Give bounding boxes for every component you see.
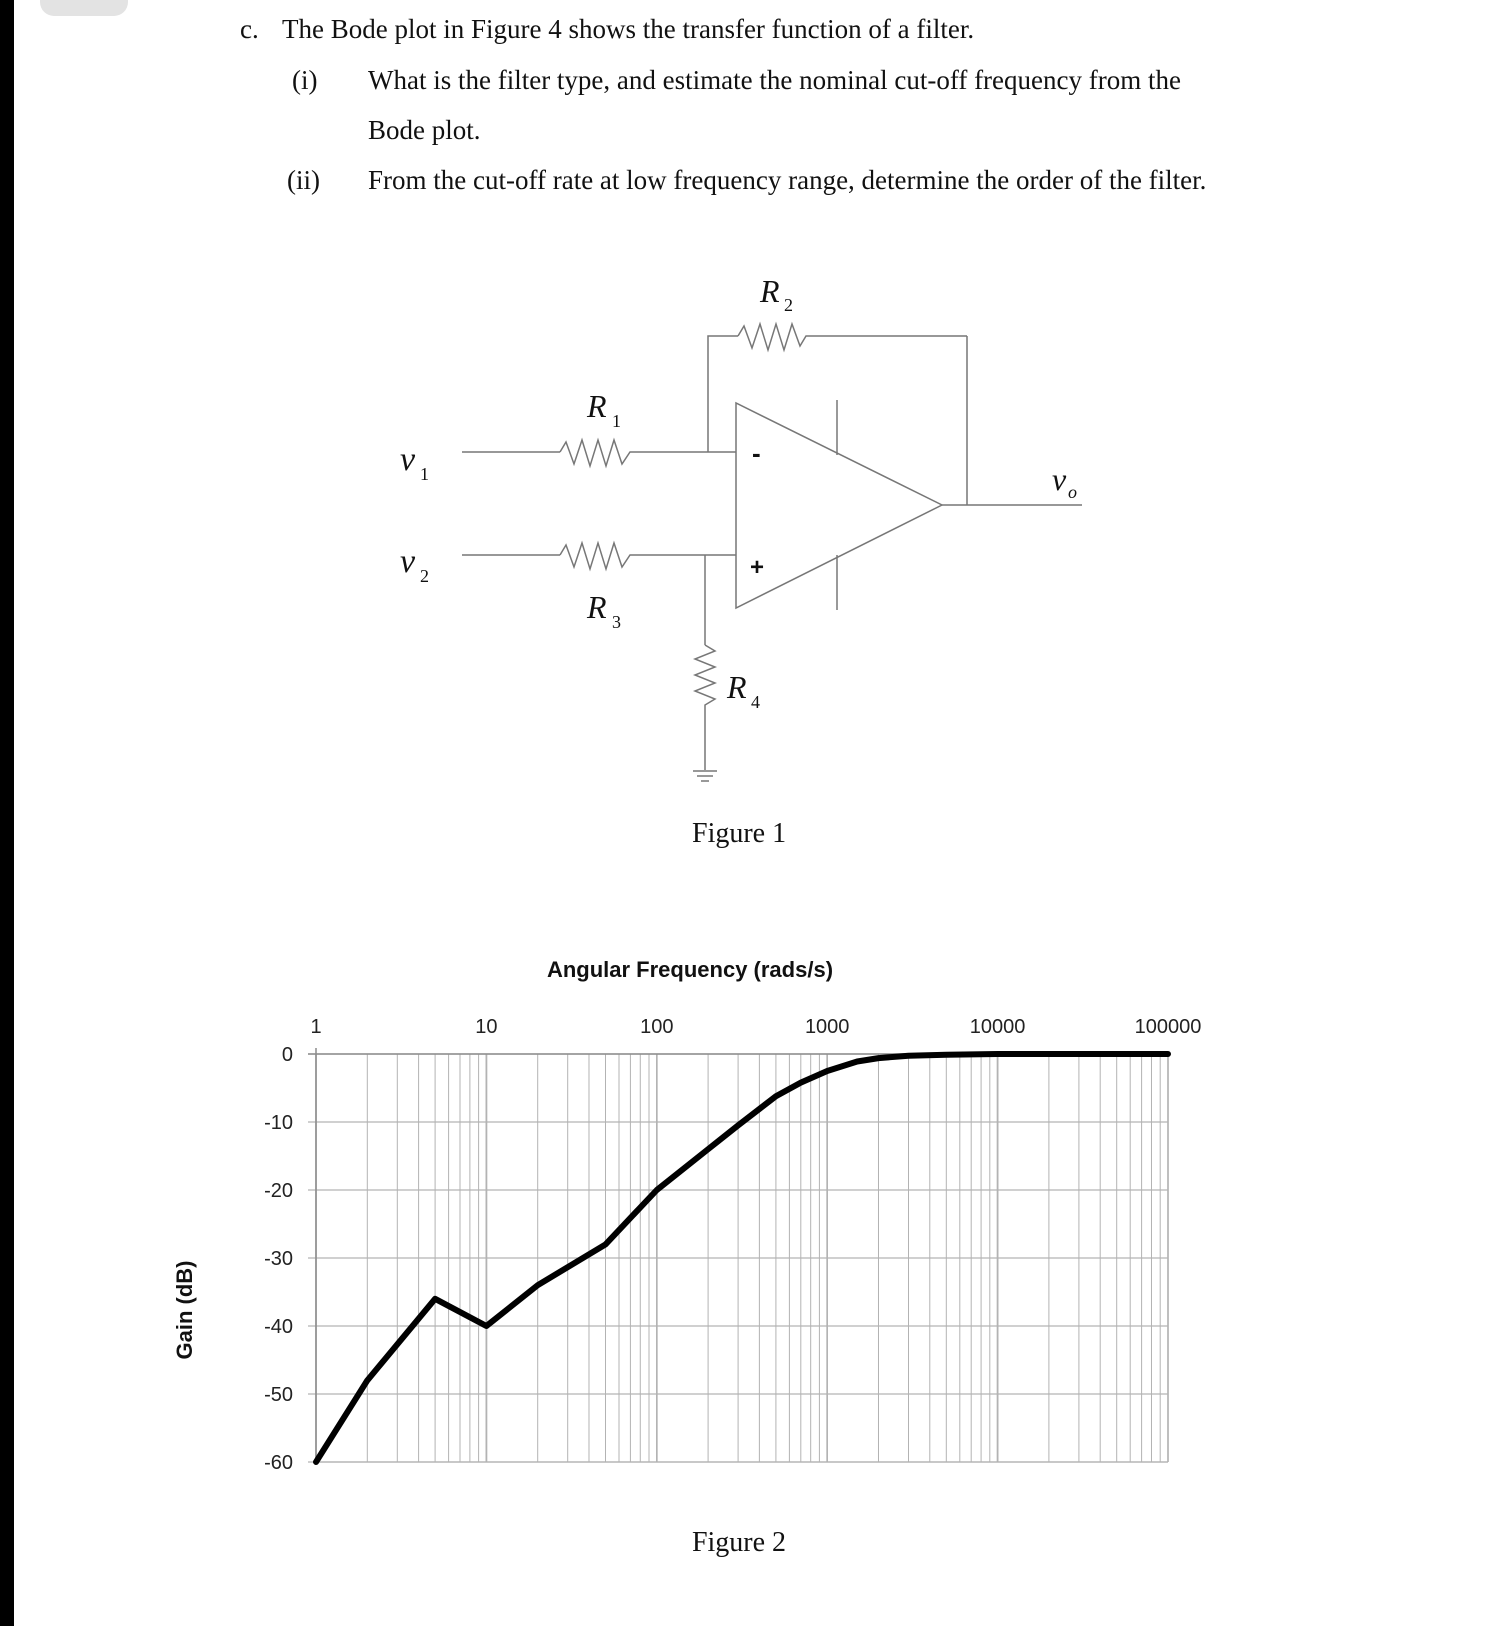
v2-subscript: 2 <box>420 566 429 586</box>
r2-resistor <box>738 324 967 350</box>
v1-subscript: 1 <box>420 464 429 484</box>
bode-grid <box>308 1054 1168 1462</box>
r4-resistor <box>695 645 715 770</box>
x-tick-label: 10000 <box>969 1016 1026 1038</box>
op-amp-triangle <box>736 403 942 608</box>
figure2-caption: Figure 2 <box>691 1527 787 1558</box>
v1-label: v <box>400 441 416 478</box>
v2-label: v <box>400 543 416 580</box>
question-text: The Bode plot in Figure 4 shows the transfer function of a filter. <box>282 14 975 44</box>
r2-label: R <box>760 273 780 309</box>
part-i-text-line2: Bode plot. <box>368 115 481 145</box>
y-tick-label: -60 <box>264 1452 293 1474</box>
feedback-wire-left <box>708 336 738 452</box>
opamp-minus-label: - <box>752 438 761 468</box>
x-tick-label: 100 <box>640 1016 674 1038</box>
figure1-caption: Figure 1 <box>692 818 787 849</box>
x-tick-label: 1000 <box>804 1016 850 1038</box>
x-tick-label: 10 <box>475 1016 498 1038</box>
y-tick-label: -30 <box>264 1248 293 1270</box>
r3-resistor <box>560 543 736 569</box>
y-tick-labels <box>264 1044 293 1474</box>
y-axis-title: Gain (dB) <box>172 1260 197 1360</box>
r1-resistor <box>560 440 736 466</box>
y-tick-label: -40 <box>264 1316 293 1338</box>
y-tick-label: -20 <box>264 1180 293 1202</box>
ground-symbol <box>693 771 717 781</box>
part-i-label: (i) <box>292 65 318 95</box>
r3-subscript: 3 <box>612 612 621 632</box>
r1-subscript: 1 <box>612 411 621 431</box>
opamp-plus-label: + <box>750 554 765 581</box>
part-ii-label: (ii) <box>287 165 320 195</box>
r2-subscript: 2 <box>784 295 793 315</box>
question-label: c. <box>240 14 259 44</box>
x-tick-label: 100000 <box>1134 1016 1202 1038</box>
part-ii-text: From the cut-off rate at low frequency range, determine the order of the filter. <box>368 165 1207 195</box>
r3-label: R <box>587 589 607 625</box>
y-tick-label: 0 <box>281 1044 293 1066</box>
part-i-text-line1: What is the filter type, and estimate the nominal cut-off frequency from the <box>368 65 1181 95</box>
r1-label: R <box>587 388 607 424</box>
y-tick-label: -50 <box>264 1384 293 1406</box>
bode-plot <box>0 880 1509 1626</box>
r4-subscript: 4 <box>751 692 760 712</box>
vo-label: v <box>1052 461 1067 497</box>
vo-subscript: o <box>1068 482 1077 502</box>
x-tick-label: 1 <box>310 1016 322 1038</box>
y-tick-label: -10 <box>264 1112 293 1134</box>
r4-label: R <box>727 669 747 705</box>
x-tick-labels <box>310 1016 1201 1038</box>
x-axis-title: Angular Frequency (rads/s) <box>546 957 834 982</box>
